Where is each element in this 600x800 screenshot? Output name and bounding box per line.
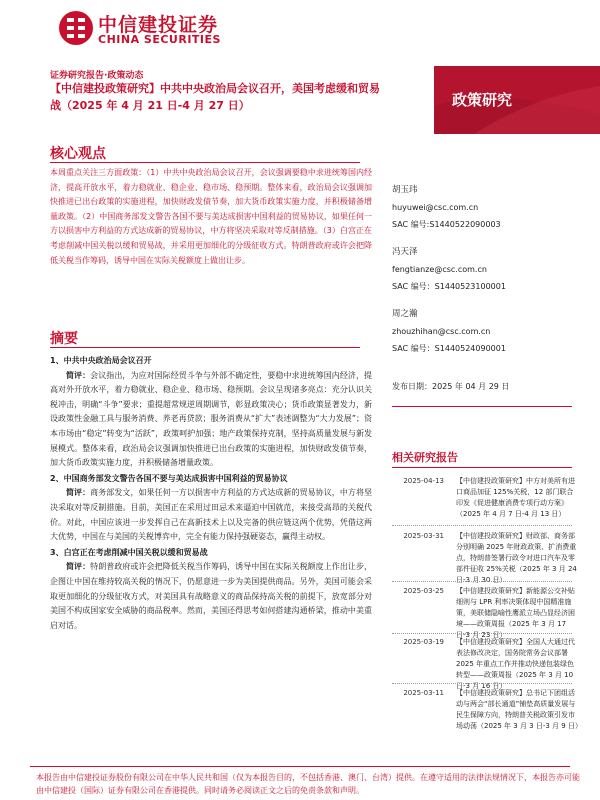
footer-disclaimer: 本报告由中信建投证券股份有限公司在中华人民共和国（仅为本报告目的，不包括香港、澳门、台湾）提供。在遵守适用的法律法规情况下，本报告亦可能由中信建投（国际）证券有限公司在香港提供。同时请务必阅读正文之后的免责条款和声明。 [36, 773, 580, 795]
core-view-divider [50, 162, 360, 163]
summary-content [50, 353, 372, 633]
comment-lead: 简评： [66, 562, 91, 572]
analyst-name: 冯天泽 [392, 247, 418, 257]
related-separator [392, 581, 572, 582]
summary-subtitle: 3、白宫正在考虑削减中国关税以缓和贸易战 [50, 547, 208, 557]
related-separator [392, 633, 572, 634]
publish-date [392, 381, 509, 392]
comment-body: 特朗普政府或许会把降低关税当作筹码，诱导中国在实际关税额度上作出让步，企图让中国在维持较高关税的情况下，仍愿意进一步为美国提供商品。另外，美国可能会采取更加细化的分级征收方式，对美国具有战略意义的商品保持高关税的前提下，放宽部分对美国不构成国家安全威胁的商品税率。然而，美国还得思考如何搭建沟通桥梁，推动中美重启对话。 [50, 562, 373, 630]
summary-subtitle: 1、中共中央政治局会议召开 [50, 356, 152, 365]
analyst-name: 周之瀚 [392, 309, 418, 319]
analyst-sac-number: SAC 编号：S1440524090001 [392, 344, 506, 353]
comment-body: 商务部发文，如果任何一方以损害中方利益的方式达成新的贸易协议，中方将坚决采取对等反制措施。目前，美国正在采用过田忌术来逼迫中国就范，来接受高昂的关税代价。对此，中国应该进一步发挥自己在高新技术上以及完备的供应链这两个优势，凭借这两大优势，中国在与美国的关税博弈中，完全有能力保持强硬姿态，赢得主动权。 [50, 488, 373, 542]
related-report-title[interactable]: 【中信建投政策研究】新能源公交补贴细则与 LPR 利率决策体现中国精准施策，美联储隐喻性鹰派立场凸显经济困境——政策周报（2025 年 3 月 17 日-3 月 23 日） [456, 587, 575, 639]
related-report-title[interactable]: 【中信建投政策研究】总书记下团组活动与两会“部长通道”铺垫高质量发展与民生保障方向，特朗普关税政策引发市场动荡（2025 年 3 月 3 日-3 月 9 日） [456, 689, 582, 730]
publish-date-label: 发布日期： [392, 382, 432, 391]
brand-name-en: CHINA SECURITIES [98, 33, 221, 46]
related-report-title[interactable]: 【中信建投政策研究】中方对美所有进口商品加征 125%关税，12 部门联合印发《促进健康消费专项行动方案》（2025 年 4 月 7 日-4 月 13 日） [456, 477, 575, 518]
related-report-date: 2025-04-13 [403, 477, 444, 485]
summary-subtitle: 2、中国商务部发文警告各国不要与美达成损害中国利益的贸易协议 [50, 473, 288, 483]
analyst-email[interactable]: fengtianze@csc.com.cn [392, 265, 487, 274]
analyst-name: 胡玉玮 [392, 185, 418, 195]
comment-lead: 简评： [66, 370, 91, 380]
banner-title: 政策研究 [452, 91, 513, 109]
publish-date-value: 2025 年 04 月 29 日 [432, 382, 510, 391]
related-report-title[interactable]: 【中信建投政策研究】财政部、商务部分别明确 2025 年财政政策、扩消费重点，特朗普签署行政令对进口汽车及零部件征收 25%关税（2025 年 3 月 24 日-3 月 30 日） [456, 532, 577, 584]
summary-paragraph [50, 486, 372, 544]
related-report-date: 2025-03-25 [403, 587, 444, 595]
related-separator [392, 525, 572, 526]
analyst-card [392, 244, 506, 295]
analyst-sac-number: SAC 编号:S1440522090003 [392, 220, 501, 229]
related-reports-heading: 相关研究报告 [392, 451, 458, 464]
summary-heading: 摘要 [50, 331, 78, 347]
publish-divider [392, 406, 572, 407]
core-view-text: 本周重点关注三方面政策：（1）中共中央政治局会议召开，会议强调要稳中求进统筹国内经济，提高开放水平，着力稳就业、稳企业、稳市场、稳预期。整体来看，政治局会议强调加快推进已出台政策的实施进程，加快财政发债节奏，加大货币政策实施力度，并积极储备增量政策。（2）中国商务部发文警告各国不要与美达成损害中国利益的贸易协议，如果任何一方以损害中方利益的方式达成新的贸易协议，中方将坚决采取对等反制措施。（3）白宫正在考虑削减中国关税以缓和贸易战，并采用更加细化的分级征收方式。特朗普政府或许会把降低关税当作筹码，诱导中国在实际关税额度上做出让步。 [50, 168, 372, 265]
footer-divider [30, 766, 570, 767]
china-securities-logo-icon [58, 10, 94, 46]
analyst-sac-number: SAC 编号：S1440523100001 [392, 282, 506, 291]
related-report-date: 2025-03-31 [403, 532, 444, 540]
analyst-card [392, 306, 506, 357]
core-view-heading: 核心观点 [50, 146, 106, 162]
comment-body: 会议指出，为应对国际经贸斗争与外部不确定性，要稳中求进统筹国内经济，提高对外开放水平，着力稳就业、稳企业、稳市场、稳预期。会议呈现诸多亮点：充分认识关税冲击，明确“斗争”要求；重提超常规逆周期调节，彰显政策决心；货币政策显著发力，新设政策性金融工具与服务消费、养老再贷款；服务消费从“扩大”表述调整为“大力发展”；资本市场由“稳定”转变为“活跃”，政策呵护加强；地产政策保持克制，坚持高质量发展与新发展模式。整体来看，政治局会议强调加快推进已出台政策的实施进程，加快财政发债节奏，加大货币政策实施力度，并积极储备增量政策。 [50, 370, 373, 468]
report-type-label: 证券研究报告·政策动态 [50, 71, 144, 81]
summary-paragraph [50, 560, 372, 633]
analyst-card [392, 182, 501, 233]
related-report-title[interactable]: 【中信建投政策研究】全国人大通过代表法修改决定，国务院常务会议部署 2025 年重点工作并推动快递包装绿色转型——政策周报（2025 年 3 月 10 日-3 月 16 日） [456, 638, 575, 690]
summary-paragraph [50, 369, 372, 471]
summary-divider [50, 347, 360, 348]
brand-name-cn: 中信建投证券 [98, 14, 219, 36]
report-title: 【中信建投政策研究】中共中央政治局会议召开，美国考虑缓和贸易战（2025 年 4 月 21 日-4 月 27 日） [50, 82, 380, 112]
related-divider [392, 467, 572, 468]
related-report-date: 2025-03-11 [403, 689, 444, 697]
related-separator [392, 683, 572, 684]
analyst-email[interactable]: zhouzhihan@csc.com.cn [392, 327, 491, 336]
analyst-email[interactable]: huyuwei@csc.com.cn [392, 203, 479, 212]
related-report-date: 2025-03-19 [403, 638, 444, 646]
comment-lead: 简评： [66, 488, 91, 498]
